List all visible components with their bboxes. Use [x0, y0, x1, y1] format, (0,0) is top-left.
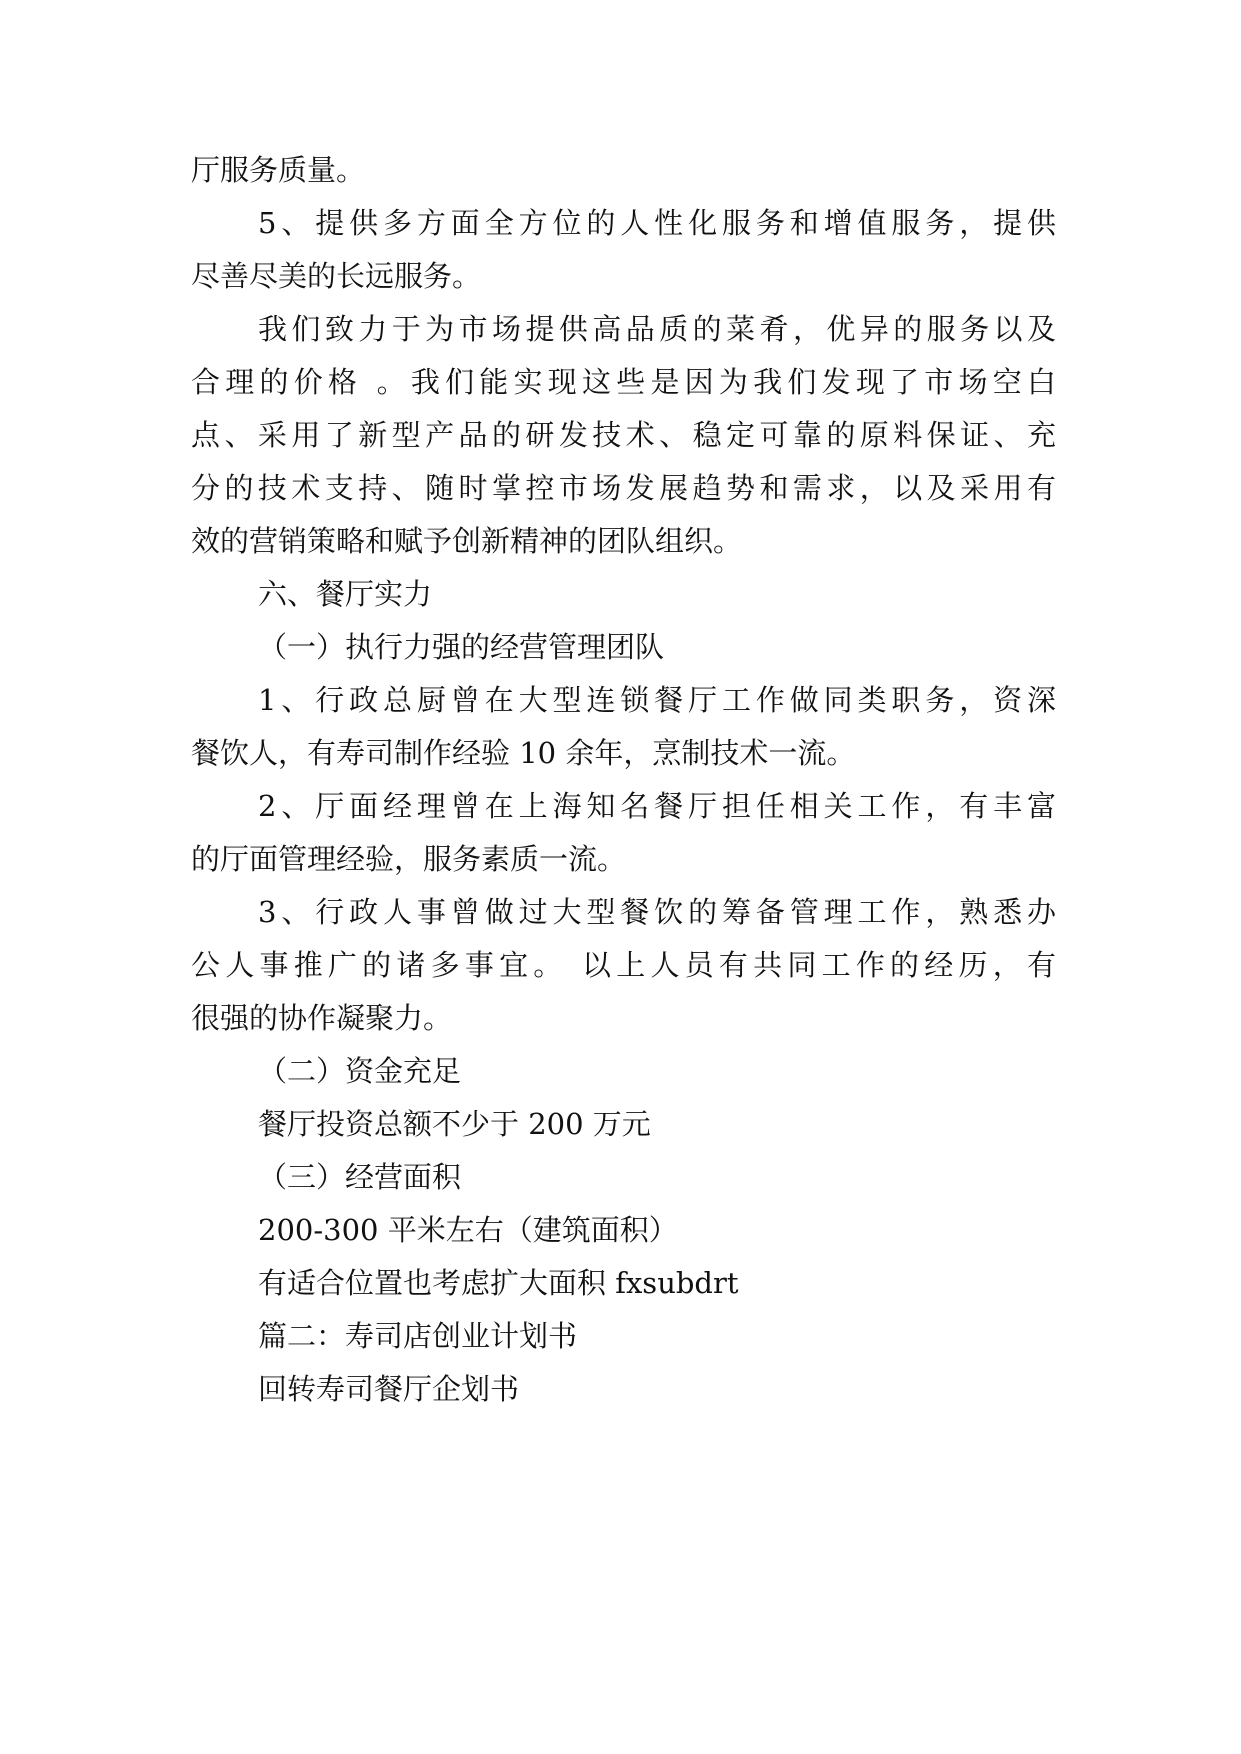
paragraph-line: 1、行政总厨曾在大型连锁餐厅工作做同类职务，资深	[258, 683, 1056, 717]
section-heading: 六、餐厅实力	[258, 577, 433, 611]
article-heading: 篇二：寿司店创业计划书	[258, 1319, 578, 1353]
subsection-heading: （一）执行力强的经营管理团队	[258, 630, 665, 664]
subsection-heading: （三）经营面积	[258, 1160, 462, 1194]
paragraph-line: 尽善尽美的长远服务。	[191, 259, 482, 293]
subsection-heading: （二）资金充足	[258, 1054, 462, 1088]
paragraph-line: 效的营销策略和赋予创新精神的团队组织。	[191, 524, 743, 558]
article-subtitle: 回转寿司餐厅企划书	[258, 1372, 520, 1406]
paragraph-line: 有适合位置也考虑扩大面积 fxsubdrt	[258, 1266, 739, 1300]
paragraph-line: 点、采用了新型产品的研发技术、稳定可靠的原料保证、充	[191, 418, 1056, 452]
paragraph-line: 的厅面管理经验，服务素质一流。	[191, 842, 627, 876]
paragraph-line: 3、行政人事曾做过大型餐饮的筹备管理工作，熟悉办	[258, 895, 1056, 929]
paragraph-line: 200-300 平米左右（建筑面积）	[258, 1213, 678, 1247]
paragraph-line: 分的技术支持、随时掌控市场发展趋势和需求，以及采用有	[191, 471, 1056, 505]
paragraph-line: 很强的协作凝聚力。	[191, 1001, 453, 1035]
paragraph-line: 餐厅投资总额不少于 200 万元	[258, 1107, 651, 1141]
paragraph-line: 公人事推广的诸多事宜。 以上人员有共同工作的经历，有	[191, 948, 1056, 982]
paragraph-line: 厅服务质量。	[191, 153, 366, 187]
paragraph-line: 2、厅面经理曾在上海知名餐厅担任相关工作，有丰富	[258, 789, 1056, 823]
paragraph-line: 餐饮人，有寿司制作经验 10 余年，烹制技术一流。	[191, 736, 856, 770]
paragraph-line: 合理的价格 。我们能实现这些是因为我们发现了市场空白	[191, 365, 1056, 399]
paragraph-line: 5、提供多方面全方位的人性化服务和增值服务，提供	[258, 206, 1056, 240]
paragraph-line: 我们致力于为市场提供高品质的菜肴，优异的服务以及	[258, 312, 1056, 346]
